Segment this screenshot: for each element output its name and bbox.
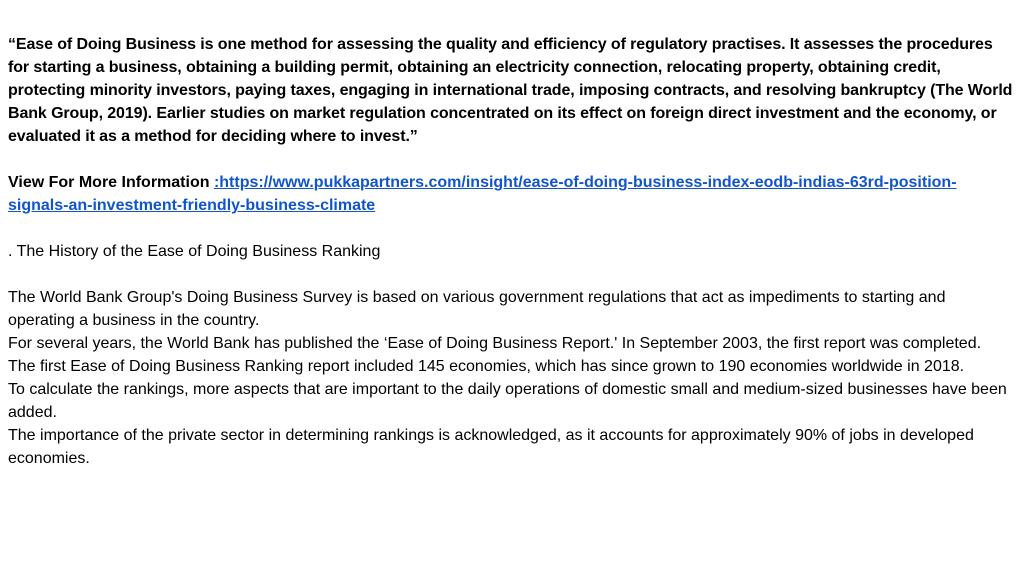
spacer	[8, 148, 1016, 171]
body-line: The importance of the private sector in determining rankings is acknowledged, as it accounts for approximately 90% of jobs in developed economies.	[8, 427, 974, 467]
more-info-label: View For More Information	[8, 174, 214, 191]
history-heading: . The History of the Ease of Doing Business Ranking	[8, 243, 381, 260]
body-line: To calculate the rankings, more aspects that are important to the daily operations of domestic small and medium-sized businesses have been added.	[8, 381, 1007, 421]
quote-paragraph: “Ease of Doing Business is one method for assessing the quality and efficiency of regulatory practises. It assesses the procedures for starting a business, obtaining a building permit, obtaining an electricity connection, relocating property, obtaining credit, protecting minority investors, paying taxes, engaging in international trade, imposing contracts, and resolving bankruptcy (The World Bank Group, 2019). Earlier studies on market regulation concentrated on its effect on foreign direct investment and the economy, or evaluated it as a method for deciding where to invest.”	[8, 36, 1013, 145]
slide-content	[8, 33, 1016, 470]
spacer	[8, 217, 1016, 240]
more-info-paragraph	[8, 171, 1016, 217]
more-info-link[interactable]: :https://www.pukkapartners.com/insight/ease-of-doing-business-index-eodb-indias-63rd-position-signals-an-investment-friendly-business-climate	[8, 174, 957, 214]
body-text	[8, 286, 1016, 470]
body-line: For several years, the World Bank has published the ‘Ease of Doing Business Report.' In September 2003, the first report was completed.	[8, 335, 982, 352]
spacer	[8, 263, 1016, 286]
body-line: The first Ease of Doing Business Ranking report included 145 economies, which has since grown to 190 economies worldwide in 2018.	[8, 358, 965, 375]
body-line: The World Bank Group's Doing Business Survey is based on various government regulations that act as impediments to starting and operating a business in the country.	[8, 289, 946, 329]
